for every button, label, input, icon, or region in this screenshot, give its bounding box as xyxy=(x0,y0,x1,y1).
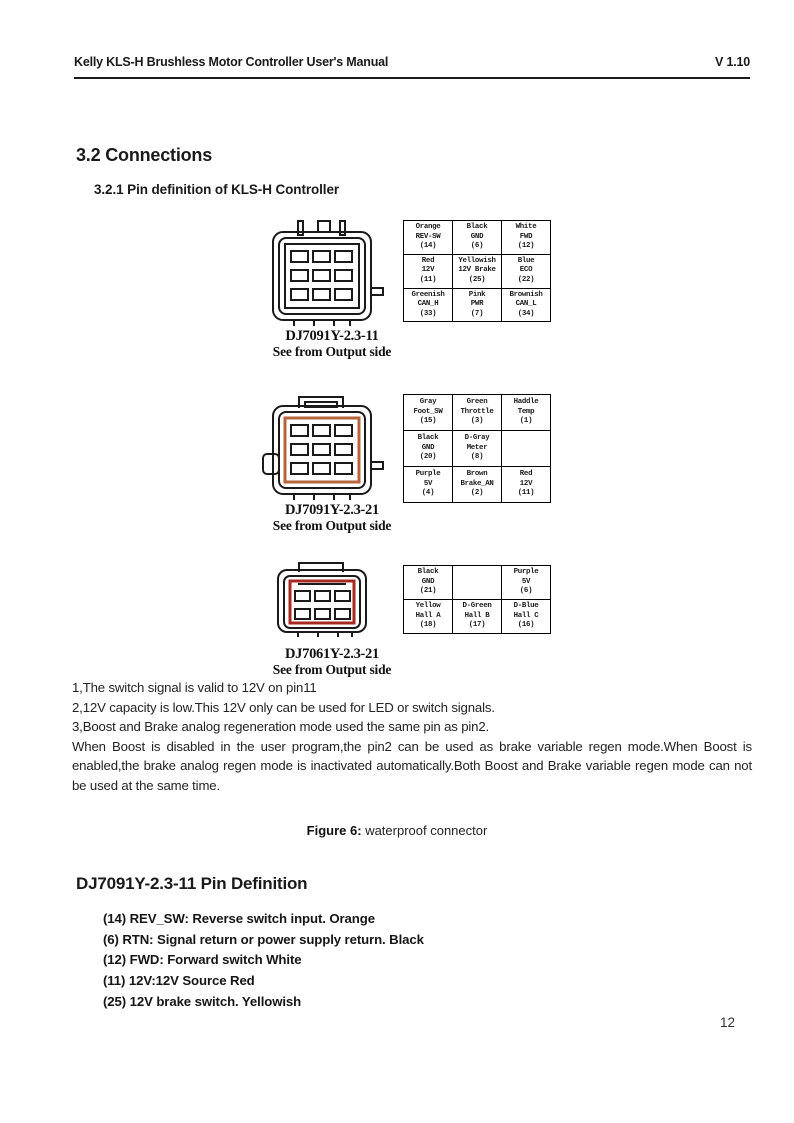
pin-cell xyxy=(453,600,502,634)
pin-color: Black xyxy=(466,223,488,231)
pin-table-3 xyxy=(403,565,551,634)
pin-number: (25) xyxy=(468,275,486,284)
header-version: V 1.10 xyxy=(715,55,750,69)
pin-color: Purple xyxy=(513,568,539,577)
pin-color: Haddle xyxy=(513,398,539,407)
pin-color: Red xyxy=(519,470,533,479)
list-item: (14) REV_SW: Reverse switch input. Orange xyxy=(103,911,375,926)
pin-signal: 12V Brake xyxy=(458,266,496,275)
pin-number: (1) xyxy=(519,417,533,426)
table-row xyxy=(404,600,551,634)
pin-color: Brownish xyxy=(509,290,543,299)
pin-number: (15) xyxy=(419,417,437,426)
pin-cell xyxy=(453,467,502,503)
pin-color: Greenish xyxy=(411,290,445,299)
pin-color: Black xyxy=(417,434,439,443)
list-item: (6) RTN: Signal return or power supply return. Black xyxy=(103,931,424,947)
list-item: (25) 12V brake switch. Yellowish xyxy=(103,993,302,1009)
pin-signal: Hall B xyxy=(464,611,490,620)
pin-cell xyxy=(453,221,502,255)
table-row xyxy=(404,221,551,255)
pin-number: (14) xyxy=(419,242,437,251)
pin-cell xyxy=(502,566,551,600)
pin-cell xyxy=(502,254,551,288)
connector-model-2: DJ7091Y-2.3-21 xyxy=(285,502,379,518)
pin-cell xyxy=(453,395,502,431)
pin-cell xyxy=(502,600,551,634)
pin-color: White xyxy=(515,223,537,231)
pin-color: Green xyxy=(466,398,488,407)
pin-cell xyxy=(404,254,453,288)
connector-block-3 xyxy=(252,558,412,677)
pin-cell-empty xyxy=(502,431,551,467)
connector-caption-3 xyxy=(252,646,412,677)
pin-signal: Temp xyxy=(517,407,535,416)
note-line-1: 1,The switch signal is valid to 12V on pin11 xyxy=(72,680,317,695)
connector-block-1 xyxy=(252,218,412,359)
pin-color: Yellowish xyxy=(458,256,496,265)
pin-signal: GND xyxy=(470,232,484,241)
pin-cell xyxy=(404,431,453,467)
connector-side-note-3: See from Output side xyxy=(272,662,392,677)
pin-number: (18) xyxy=(419,621,437,630)
figure-label: Figure 6: xyxy=(306,823,362,838)
connector-caption-1 xyxy=(252,328,412,359)
pin-cell xyxy=(502,288,551,322)
notes-block xyxy=(72,678,752,795)
pin-cell xyxy=(502,467,551,503)
connector-drawing-6pin xyxy=(252,558,412,646)
pin-signal: CAN_H xyxy=(417,300,439,309)
pin-color: D-Gray xyxy=(464,434,490,443)
pin-signal: 12V xyxy=(519,479,533,488)
pin-color: Yellow xyxy=(415,602,441,611)
pin-cell xyxy=(453,254,502,288)
pin-number: (33) xyxy=(419,309,437,318)
connector-block-2 xyxy=(252,392,412,533)
pin-color: Red xyxy=(421,256,435,265)
pin-number: (4) xyxy=(421,489,435,498)
header-title: Kelly KLS-H Brushless Motor Controller User's Manual xyxy=(74,55,389,69)
pin-signal: Hall C xyxy=(513,611,539,620)
pin-color: Gray xyxy=(419,398,437,407)
pin-signal: CAN_L xyxy=(515,300,537,309)
pin-signal: Brake_AN xyxy=(460,479,494,488)
pin-color: D-Green xyxy=(462,602,492,611)
subsection-heading: 3.2.1 Pin definition of KLS-H Controller xyxy=(94,182,340,197)
pin-signal: Foot_SW xyxy=(413,407,443,416)
section-heading: 3.2 Connections xyxy=(76,145,213,165)
note-line-2: 2,12V capacity is low.This 12V only can be used for LED or switch signals. xyxy=(72,699,495,715)
pin-cell xyxy=(502,395,551,431)
pin-number: (2) xyxy=(470,489,484,498)
pin-number: (22) xyxy=(517,275,535,284)
pin-number: (21) xyxy=(419,587,437,596)
pin-signal: Hall A xyxy=(415,611,441,620)
pin-cell xyxy=(404,467,453,503)
table-row xyxy=(404,288,551,322)
table-row xyxy=(404,431,551,467)
pin-signal: PWR xyxy=(470,300,484,309)
pin-signal: 5V xyxy=(423,479,433,488)
table-row xyxy=(404,467,551,503)
pin-signal: 12V xyxy=(421,266,435,275)
pin-number: (3) xyxy=(470,417,484,426)
table-row xyxy=(404,395,551,431)
pin-number: (7) xyxy=(470,309,484,318)
pin-color: D-Blue xyxy=(513,602,539,611)
header-divider xyxy=(74,77,750,79)
pin-signal: FWD xyxy=(519,232,533,241)
pin-signal: ECO xyxy=(519,266,533,275)
table-row xyxy=(404,566,551,600)
figure-caption xyxy=(0,823,794,838)
pin-table-1 xyxy=(403,220,551,322)
connector-side-note-2: See from Output side xyxy=(272,518,392,533)
pin-cell-empty xyxy=(453,566,502,600)
pin-cell xyxy=(404,221,453,255)
pin-number: (8) xyxy=(470,453,484,462)
pin-number: (12) xyxy=(517,242,535,251)
connector-caption-2 xyxy=(252,502,412,533)
pin-color: Pink xyxy=(468,290,486,299)
pin-signal: GND xyxy=(421,577,435,586)
connector-drawing-9pin-1 xyxy=(252,218,412,328)
pin-color: Blue xyxy=(517,256,535,265)
figure-caption-text: waterproof connector xyxy=(361,823,488,838)
pin-cell xyxy=(404,395,453,431)
note-paragraph: When Boost is disabled in the user program,the pin2 can be used as brake variable regen mode.When Boost is enabled,the brake analog regen mode is inactivated automatically.Both Boost and Brake variable regen mode can not be used at the same time. xyxy=(72,738,752,793)
pin-number: (17) xyxy=(468,621,486,630)
list-item: (11) 12V:12V Source Red xyxy=(103,973,255,989)
pin-cell xyxy=(453,431,502,467)
pin-number: (6) xyxy=(519,587,533,596)
pin-signal: GND xyxy=(421,443,435,452)
pin-number: (16) xyxy=(517,621,535,630)
pin-cell xyxy=(404,288,453,322)
pin-color: Black xyxy=(417,568,439,577)
pin-definition-title: DJ7091Y-2.3-11 Pin Definition xyxy=(76,874,308,893)
pin-cell xyxy=(453,288,502,322)
pin-signal: 5V xyxy=(521,577,531,586)
pin-color: Brown xyxy=(466,470,488,479)
pin-cell xyxy=(502,221,551,255)
list-item: (12) FWD: Forward switch White xyxy=(103,952,302,968)
pin-cell xyxy=(404,600,453,634)
pin-table-2 xyxy=(403,394,551,503)
page-header xyxy=(74,55,750,69)
connector-model-1: DJ7091Y-2.3-11 xyxy=(285,328,379,344)
pin-signal: REV-SW xyxy=(415,232,441,241)
pin-number: (11) xyxy=(419,275,437,284)
pin-signal: Throttle xyxy=(460,407,494,416)
pin-color: Orange xyxy=(415,223,441,231)
connector-side-note-1: See from Output side xyxy=(272,344,392,359)
connector-model-3: DJ7061Y-2.3-21 xyxy=(285,646,379,662)
pin-color: Purple xyxy=(415,470,441,479)
pin-number: (34) xyxy=(517,309,535,318)
pin-signal: Meter xyxy=(466,443,488,452)
note-line-3: 3,Boost and Brake analog regeneration mode used the same pin as pin2. xyxy=(72,719,490,734)
pin-number: (6) xyxy=(470,242,484,251)
pin-cell xyxy=(404,566,453,600)
pin-number: (11) xyxy=(517,489,535,498)
page-number: 12 xyxy=(720,1015,736,1030)
pin-number: (20) xyxy=(419,453,437,462)
pin-definition-list xyxy=(103,909,424,1013)
table-row xyxy=(404,254,551,288)
connector-drawing-9pin-2 xyxy=(252,392,412,502)
